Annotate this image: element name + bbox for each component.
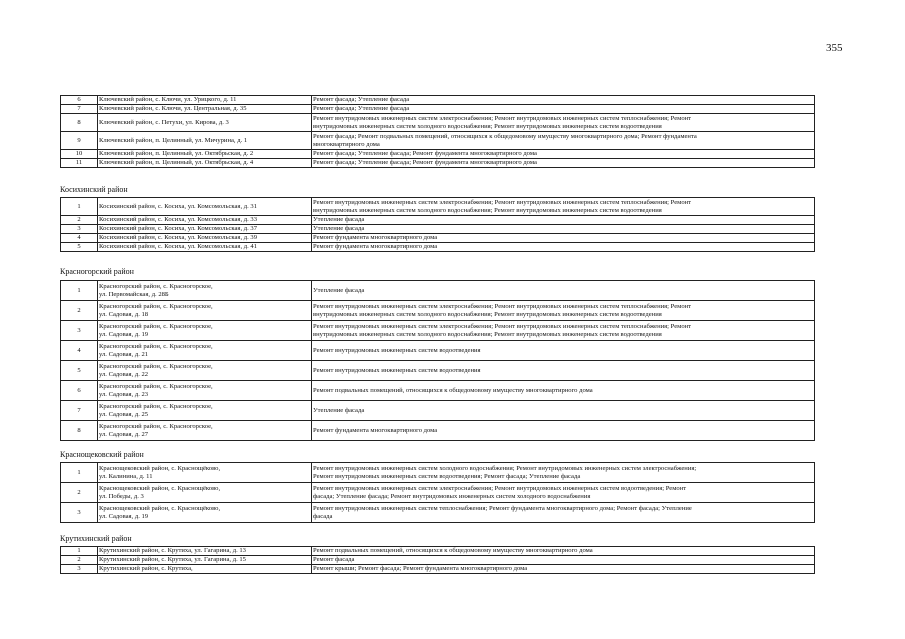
row-works: Ремонт внутридомовых инженерных систем электроснабжения; Ремонт внутридомовых инженерных систем теплоснабжения; Ремонт внутридомовых инженерных систем холодного водоснабжения; Ремонт внутридомовых инженерных систем водоотведения: [312, 198, 815, 216]
row-number: 6: [61, 96, 98, 105]
row-works: Ремонт подвальных помещений, относящихся к общедомовому имуществу многоквартирного дома: [312, 547, 815, 556]
table-row: [61, 301, 815, 321]
works-table: [60, 280, 815, 441]
district-heading: Косихинский район: [60, 185, 128, 194]
row-number: 1: [61, 281, 98, 301]
row-works: Утепление фасада: [312, 225, 815, 234]
row-number: 8: [61, 421, 98, 441]
table-block-kosikhinsky: [60, 197, 815, 252]
row-address: Крутихинский район, с. Крутиха, ул. Гагарина, д. 13: [98, 547, 312, 556]
table-row: [61, 503, 815, 523]
row-number: 3: [61, 225, 98, 234]
row-works: Ремонт фундамента многоквартирного дома: [312, 243, 815, 252]
row-number: 6: [61, 381, 98, 401]
works-table: [60, 546, 815, 574]
row-address: Красногорский район, с. Красногорское, ул. Садовая, д. 23: [98, 381, 312, 401]
table-block-krutikhinsky: [60, 546, 815, 574]
row-number: 1: [61, 463, 98, 483]
row-address: Косихинский район, с. Косиха, ул. Комсомольская, д. 41: [98, 243, 312, 252]
table-row: [61, 361, 815, 381]
row-number: 4: [61, 234, 98, 243]
row-works: Утепление фасада: [312, 281, 815, 301]
row-address: Красногорский район, с. Красногорское, ул. Садовая, д. 27: [98, 421, 312, 441]
row-address: Краснощековский район, с. Краснощёково, ул. Калинина, д. 11: [98, 463, 312, 483]
row-works: Ремонт внутридомовых инженерных систем электроснабжения; Ремонт внутридомовых инженерных систем водоотведения; Ремонт фасада; Утепление фасада; Ремонт внутридомовых инженерных систем холодного водоснабжения: [312, 483, 815, 503]
table-row: [61, 401, 815, 421]
works-table: [60, 95, 815, 168]
row-address: Ключевский район, п. Целинный, ул. Октябрьская, д. 2: [98, 150, 312, 159]
row-address: Ключевский район, с. Ключи, ул. Центральная, д. 35: [98, 105, 312, 114]
row-address: Красногорский район, с. Красногорское, ул. Садовая, д. 19: [98, 321, 312, 341]
table-block-krasnogorsky: [60, 280, 815, 441]
row-works: Ремонт фасада; Утепление фасада; Ремонт фундамента многоквартирного дома: [312, 159, 815, 168]
table-row: [61, 96, 815, 105]
row-number: 3: [61, 565, 98, 574]
table-row: [61, 198, 815, 216]
row-address: Косихинский район, с. Косиха, ул. Комсомольская, д. 37: [98, 225, 312, 234]
row-works: Ремонт внутридомовых инженерных систем электроснабжения; Ремонт внутридомовых инженерных систем теплоснабжения; Ремонт внутридомовых инженерных систем холодного водоснабжения; Ремонт внутридомовых инженерных систем водоотведения: [312, 321, 815, 341]
row-works: Ремонт внутридомовых инженерных систем электроснабжения; Ремонт внутридомовых инженерных систем теплоснабжения; Ремонт внутридомовых инженерных систем холодного водоснабжения; Ремонт внутридомовых инженерных систем водоотведения: [312, 301, 815, 321]
district-heading: Красногорский район: [60, 267, 134, 276]
table-row: [61, 421, 815, 441]
table-row: [61, 114, 815, 132]
row-works: Утепление фасада: [312, 401, 815, 421]
row-address: Краснощековский район, с. Краснощёково, ул. Садовая, д. 19: [98, 503, 312, 523]
row-works: Ремонт фасада; Утепление фасада; Ремонт фундамента многоквартирного дома: [312, 150, 815, 159]
row-number: 8: [61, 114, 98, 132]
row-number: 10: [61, 150, 98, 159]
row-address: Ключевский район, п. Целинный, ул. Октябрьская, д. 4: [98, 159, 312, 168]
table-row: [61, 565, 815, 574]
table-row: [61, 234, 815, 243]
row-number: 5: [61, 361, 98, 381]
row-address: Крутихинский район, с. Крутиха,: [98, 565, 312, 574]
row-works: Ремонт внутридомовых инженерных систем теплоснабжения; Ремонт фундамента многоквартирного дома; Ремонт фасада; Утепление фасада: [312, 503, 815, 523]
row-address: Красногорский район, с. Красногорское, ул. Садовая, д. 22: [98, 361, 312, 381]
row-number: 2: [61, 216, 98, 225]
row-address: Косихинский район, с. Косиха, ул. Комсомольская, д. 31: [98, 198, 312, 216]
works-table: [60, 462, 815, 523]
row-works: Ремонт фасада; Утепление фасада: [312, 96, 815, 105]
row-address: Крутихинский район, с. Крутиха, ул. Гагарина, д. 15: [98, 556, 312, 565]
row-address: Красногорский район, с. Красногорское, ул. Первомайская, д. 28Б: [98, 281, 312, 301]
table-row: [61, 159, 815, 168]
table-block-krasnoshchekovsky: [60, 462, 815, 523]
row-address: Красногорский район, с. Красногорское, ул. Садовая, д. 25: [98, 401, 312, 421]
row-works: Ремонт фасада: [312, 556, 815, 565]
row-works: Ремонт внутридомовых инженерных систем электроснабжения; Ремонт внутридомовых инженерных систем теплоснабжения; Ремонт внутридомовых инженерных систем холодного водоснабжения; Ремонт внутридомовых инженерных систем водоотведения: [312, 114, 815, 132]
row-works: Ремонт фасада; Ремонт подвальных помещений, относящихся к общедомовому имуществу многоквартирного дома; Ремонт фундамента многоквартирного дома: [312, 132, 815, 150]
table-row: [61, 105, 815, 114]
row-number: 1: [61, 198, 98, 216]
row-address: Ключевский район, с. Петухи, ул. Кирова, д. 3: [98, 114, 312, 132]
row-number: 7: [61, 105, 98, 114]
row-address: Ключевский район, п. Целинный, ул. Мичурина, д. 1: [98, 132, 312, 150]
row-number: 2: [61, 483, 98, 503]
page-number: 355: [826, 42, 843, 54]
table-row: [61, 547, 815, 556]
table-row: [61, 225, 815, 234]
row-address: Красногорский район, с. Красногорское, ул. Садовая, д. 21: [98, 341, 312, 361]
table-row: [61, 381, 815, 401]
row-number: 4: [61, 341, 98, 361]
table-row: [61, 243, 815, 252]
table-row: [61, 216, 815, 225]
table-row: [61, 483, 815, 503]
row-works: Ремонт подвальных помещений, относящихся к общедомовому имуществу многоквартирного дома: [312, 381, 815, 401]
row-number: 2: [61, 556, 98, 565]
table-row: [61, 150, 815, 159]
row-works: Ремонт фундамента многоквартирного дома: [312, 421, 815, 441]
row-number: 3: [61, 321, 98, 341]
row-works: Утепление фасада: [312, 216, 815, 225]
row-number: 2: [61, 301, 98, 321]
works-table: [60, 197, 815, 252]
table-block-klyuchevsky: [60, 95, 815, 168]
row-address: Красногорский район, с. Красногорское, ул. Садовая, д. 18: [98, 301, 312, 321]
row-address: Ключевский район, с. Ключи, ул. Урицкого, д. 11: [98, 96, 312, 105]
row-address: Краснощековский район, с. Краснощёково, ул. Победы, д. 3: [98, 483, 312, 503]
table-row: [61, 463, 815, 483]
row-number: 7: [61, 401, 98, 421]
district-heading: Крутихинский район: [60, 534, 132, 543]
row-works: Ремонт фундамента многоквартирного дома: [312, 234, 815, 243]
row-works: Ремонт фасада; Утепление фасада: [312, 105, 815, 114]
table-row: [61, 281, 815, 301]
row-address: Косихинский район, с. Косиха, ул. Комсомольская, д. 33: [98, 216, 312, 225]
table-row: [61, 341, 815, 361]
district-heading: Краснощековский район: [60, 450, 144, 459]
row-number: 11: [61, 159, 98, 168]
table-row: [61, 556, 815, 565]
row-number: 1: [61, 547, 98, 556]
row-works: Ремонт внутридомовых инженерных систем водоотведения: [312, 341, 815, 361]
row-address: Косихинский район, с. Косиха, ул. Комсомольская, д. 39: [98, 234, 312, 243]
table-row: [61, 321, 815, 341]
row-number: 3: [61, 503, 98, 523]
row-number: 5: [61, 243, 98, 252]
table-row: [61, 132, 815, 150]
row-works: Ремонт внутридомовых инженерных систем водоотведения: [312, 361, 815, 381]
row-works: Ремонт внутридомовых инженерных систем холодного водоснабжения; Ремонт внутридомовых инженерных систем электроснабжения; Ремонт внутридомовых инженерных систем водоотведения; Ремонт фасада; Утепление фасада: [312, 463, 815, 483]
row-works: Ремонт крыши; Ремонт фасада; Ремонт фундамента многоквартирного дома: [312, 565, 815, 574]
row-number: 9: [61, 132, 98, 150]
